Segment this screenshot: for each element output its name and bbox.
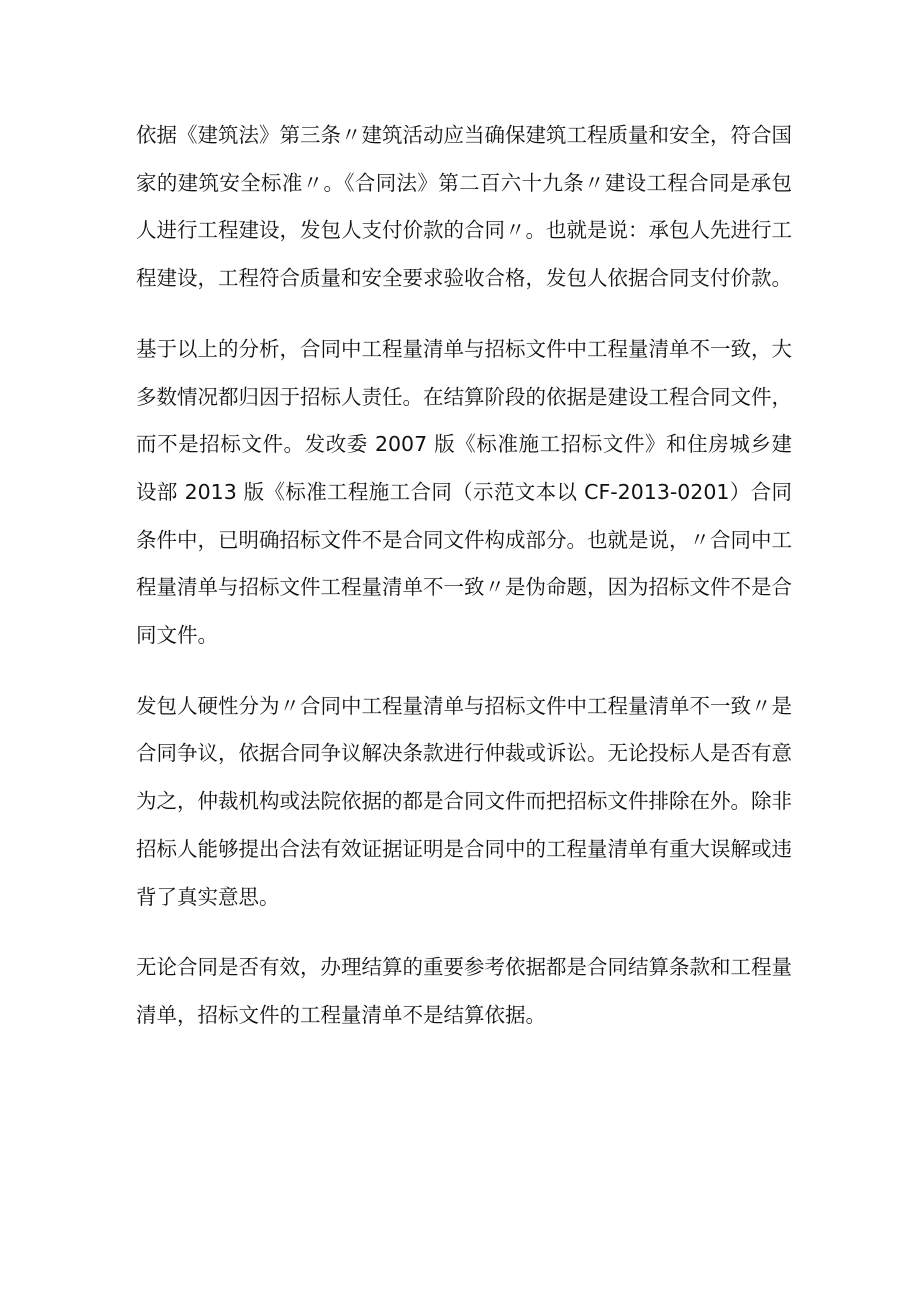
paragraph-1: 依据《建筑法》第三条〃建筑活动应当确保建筑工程质量和安全，符合国家的建筑安全标准〃。《合同法》第二百六十九条〃建设工程合同是承包人进行工程建设，发包人支付价款的合同〃。也就是说：承包人先进行工程建设，工程符合质量和安全要求验收合格，发包人依据合同支付价款。 xyxy=(136,123,792,291)
paragraph-4: 无论合同是否有效，办理结算的重要参考依据都是合同结算条款和工程量清单，招标文件的工程量清单不是结算依据。 xyxy=(136,955,792,1027)
document-body xyxy=(136,112,792,1040)
paragraph-3: 发包人硬性分为〃合同中工程量清单与招标文件中工程量清单不一致〃是合同争议，依据合同争议解决条款进行仲裁或诉讼。无论投标人是否有意为之，仲裁机构或法院依据的都是合同文件而把招标文件排除在外。除非招标人能够提出合法有效证据证明是合同中的工程量清单有重大误解或违背了真实意思。 xyxy=(136,693,792,909)
paragraph-2: 基于以上的分析，合同中工程量清单与招标文件中工程量清单不一致，大多数情况都归因于招标人责任。在结算阶段的依据是建设工程合同文件，而不是招标文件。发改委 2007 版《标准施工招标文件》和住房城乡建设部 2013 版《标准工程施工合同（示范文本以 CF-2013-0201）合同条件中，已明确招标文件不是合同文件构成部分。也就是说，〃合同中工程量清单与招标文件工程量清单不一致〃是伪命题，因为招标文件不是合同文件。 xyxy=(136,336,792,648)
